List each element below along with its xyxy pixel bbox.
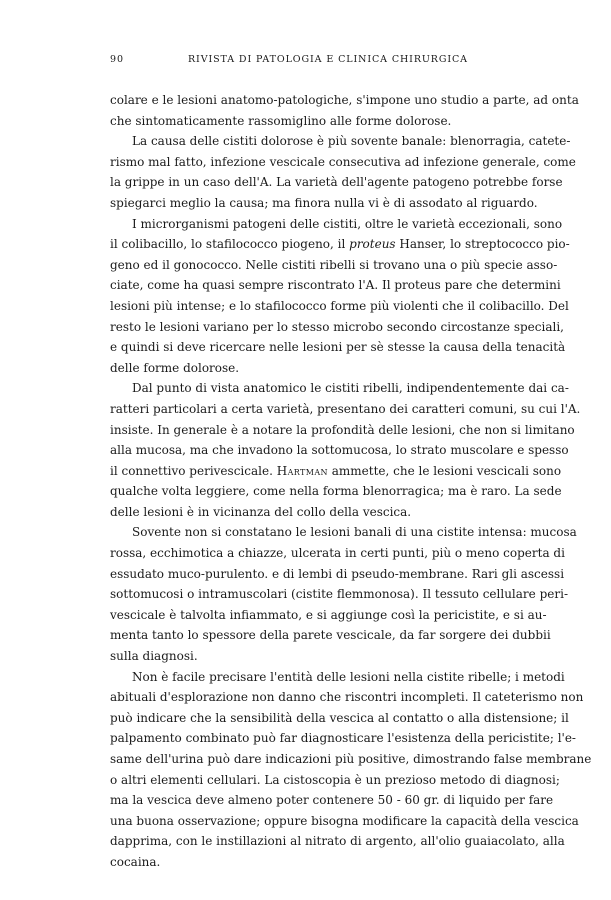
text-line: o altri elementi cellulari. La cistoscopia è un prezioso metodo di diagnosi; (110, 772, 560, 787)
text-line: ma la vescica deve almeno poter contenere 50 - 60 gr. di liquido per fare (110, 793, 554, 808)
paragraph-start-line: I microrganismi patogeni delle cistiti, oltre le varietà eccezionali, sono (132, 216, 563, 231)
text-line: cocaina. (110, 854, 161, 869)
text-line: può indicare che la sensibilità della vescica al contatto o alla distensione; il (110, 710, 569, 725)
article-body (110, 90, 592, 873)
text-fragment: il connettivo perivescicale. (110, 463, 277, 478)
author-name-smallcaps: Hartman (276, 463, 328, 478)
text-line: colare e le lesioni anatomo-patologiche, s'impone uno studio a parte, ad onta (110, 93, 579, 107)
text-line (110, 461, 562, 482)
text-line: geno ed il gonococco. Nelle cistiti ribelli si trovano una o più specie asso- (110, 257, 558, 272)
text-line: ratteri particolari a certa varietà, presentano dei caratteri comuni, su cui l'A. (110, 401, 581, 416)
italic-term-proteus: proteus (349, 237, 396, 252)
text-line: sulla diagnosi. (110, 649, 198, 664)
text-line: ciate, come ha quasi sempre riscontrato l'A. Il proteus pare che determini (110, 278, 561, 293)
text-line: spiegarci meglio la causa; ma finora nulla vi è di assodato al riguardo. (110, 195, 538, 210)
text-line: una buona osservazione; oppure bisogna modificare la capacità della vescica (110, 813, 579, 828)
text-line: alla mucosa, ma che invadono la sottomucosa, lo strato muscolare e spesso (110, 443, 569, 458)
text-line: palpamento combinato può far diagnosticare l'esistenza della pericistite; l'e- (110, 731, 576, 746)
text-line: la grippe in un caso dell'A. La varietà dell'agente patogeno potrebbe forse (110, 175, 563, 190)
paragraph-start-line: Non è facile precisare l'entità delle lesioni nella cistite ribelle; i metodi (132, 669, 565, 684)
text-line: essudato muco-purulento. e di lembi di pseudo-membrane. Rari gli ascessi (110, 566, 565, 581)
text-line: qualche volta leggiere, come nella forma blenorragica; ma è raro. La sede (110, 484, 562, 499)
text-fragment: ammette, che le lesioni vescicali sono (327, 463, 562, 478)
text-line: rismo mal fatto, infezione vescicale consecutiva ad infezione generale, come (110, 154, 576, 169)
text-line: same dell'urina può dare indicazioni più positive, dimostrando false membrane (110, 752, 592, 766)
text-line: resto le lesioni variano per lo stesso microbo secondo circostanze speciali, (110, 319, 564, 334)
paragraph-start-line: La causa delle cistiti dolorose è più sovente banale: blenorragia, catete- (132, 134, 571, 149)
paragraph-start-line: Dal punto di vista anatomico le cistiti ribelli, indipendentemente dai ca- (132, 381, 569, 396)
journal-title: RIVISTA DI PATOLOGIA E CLINICA CHIRURGICA (188, 54, 468, 65)
text-fragment: Hanser, lo streptococco pio- (395, 237, 570, 252)
text-fragment: il colibacillo, lo stafilococco piogeno, il (110, 237, 350, 252)
text-line: e quindi si deve ricercare nelle lesioni per sè stesse la causa della tenacità (110, 340, 566, 355)
text-line (110, 234, 570, 255)
running-header (110, 54, 515, 70)
page-number: 90 (110, 54, 124, 65)
paragraph-start-line: Sovente non si constatano le lesioni banali di una cistite intensa: mucosa (132, 525, 577, 540)
text-line: delle forme dolorose. (110, 360, 240, 375)
text-line: insiste. In generale è a notare la profondità delle lesioni, che non si limitano (110, 422, 575, 437)
text-line: abituali d'esplorazione non danno che riscontri incompleti. Il cateterismo non (110, 690, 584, 705)
text-line: delle lesioni è in vicinanza del collo della vescica. (110, 504, 412, 519)
text-line: rossa, ecchimotica a chiazze, ulcerata in certi punti, più o meno coperta di (110, 546, 565, 561)
text-line: lesioni più intense; e lo stafilococco forme più violenti che il colibacillo. Del (110, 298, 569, 313)
text-line: dapprima, con le instillazioni al nitrato di argento, all'olio guaiacolato, alla (110, 834, 565, 849)
text-line: menta tanto lo spessore della parete vescicale, da far sorgere dei dubbii (110, 628, 551, 643)
text-line: che sintomaticamente rassomiglino alle forme dolorose. (110, 113, 452, 128)
text-line: vescicale è talvolta infiammato, e si aggiunge così la pericistite, e si au- (110, 607, 547, 622)
text-line: sottomucosi o intramuscolari (cistite flemmonosa). Il tessuto cellulare peri- (110, 587, 568, 602)
